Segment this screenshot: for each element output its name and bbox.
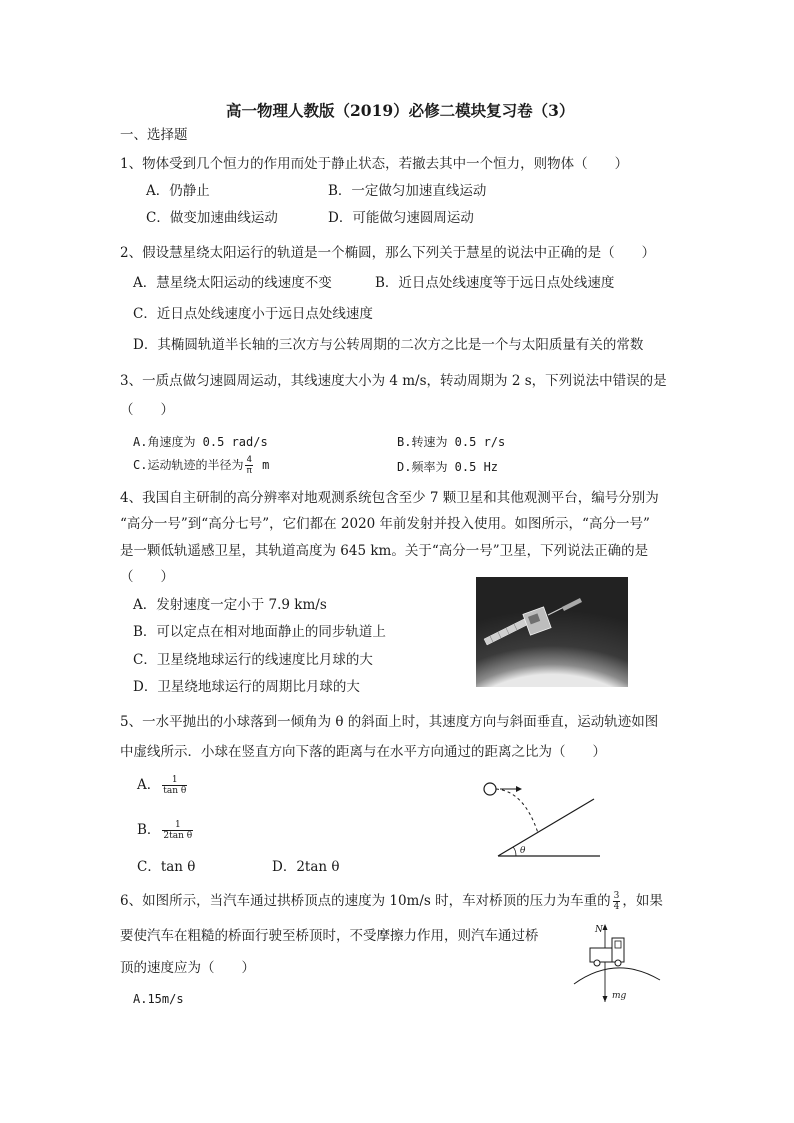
q5-option-c: C．tan θ <box>137 859 196 875</box>
q2-option-a: A．慧星绕太阳运动的线速度不变 <box>133 275 332 291</box>
q5-option-b-label: B． <box>137 822 161 838</box>
q6-option-a: A.15m/s <box>133 992 184 1006</box>
q4-option-a: A．发射速度一定小于 7.9 km/s <box>133 597 327 613</box>
q5-option-b-fraction <box>162 820 193 841</box>
fraction-denominator: 2tan θ <box>163 831 193 841</box>
q4-stem-line2: “高分一号”到“高分七号”，它们都在 2020 年前发射并投入使用。如图所示，“高分一号” <box>120 516 650 532</box>
incline-surface <box>498 799 594 856</box>
trajectory-dashed-line <box>496 789 538 833</box>
q5-stem-line2: 中虚线所示．小球在竖直方向下落的距离与在水平方向通过的距离之比为（ ） <box>120 744 606 760</box>
q4-option-b: B．可以定点在相对地面静止的同步轨道上 <box>133 624 386 640</box>
q3-option-c-unit: m <box>254 458 270 472</box>
q6-stem-line2: 要使汽车在粗糙的桥面行驶至桥顶时，不受摩擦力作用，则汽车通过桥 <box>120 928 539 944</box>
fraction-denominator: 4 <box>613 902 620 912</box>
normal-force-label: N <box>595 925 603 935</box>
fraction-numerator: 3 <box>613 891 620 901</box>
fraction-numerator: 1 <box>162 775 187 786</box>
q1-option-d: D．可能做匀速圆周运动 <box>328 210 474 226</box>
gravity-label: mg <box>612 991 627 1001</box>
q3-option-c-fraction <box>245 455 252 476</box>
angle-arc <box>513 847 516 856</box>
q2-stem: 2、假设慧星绕太阳运行的轨道是一个椭圆，那么下列关于慧星的说法中正确的是（ ） <box>120 245 656 261</box>
q2-option-c: C．近日点处线速度小于远日点处线速度 <box>133 306 373 322</box>
incline-projectile-diagram <box>476 777 604 861</box>
q4-stem-line1: 4、我国自主研制的高分辨率对地观测系统包含至少 7 颗卫星和其他观测平台，编号分别为 <box>120 490 659 506</box>
q3-option-c-label: C.运动轨迹的半径为 <box>133 458 244 472</box>
q4-option-d: D．卫星绕地球运行的周期比月球的大 <box>133 679 360 695</box>
q5-option-a-label: A． <box>137 777 161 793</box>
q6-stem-line1-tail: ，如果 <box>622 893 663 909</box>
q3-option-a: A.角速度为 0.5 rad/s <box>133 435 268 449</box>
truck-icon <box>590 938 624 966</box>
q3-stem-line1: 3、一质点做匀速圆周运动，其线速度大小为 4 m/s，转动周期为 2 s，下列说法中错误的是 <box>120 373 667 389</box>
q4-stem-line4: （ ） <box>120 569 174 585</box>
q6-fraction <box>613 891 621 912</box>
section-heading: 一、选择题 <box>120 127 188 143</box>
q1-option-b: B．一定做匀加速直线运动 <box>328 183 487 199</box>
q1-option-a: A．仍静止 <box>146 183 210 199</box>
q6-stem-line1 <box>120 891 663 912</box>
q5-option-a-fraction <box>162 775 187 796</box>
q1-option-c: C．做变加速曲线运动 <box>146 210 278 226</box>
theta-label: θ <box>520 846 526 856</box>
fraction-numerator: 4 <box>246 455 252 465</box>
q5-option-d: D．2tan θ <box>272 859 340 875</box>
q6-stem-line3: 顶的速度应为（ ） <box>120 960 255 976</box>
normal-force-arrowhead-icon <box>603 924 608 930</box>
q2-option-b: B．近日点处线速度等于远日点处线速度 <box>375 275 615 291</box>
q6-stem-line1-text: 6、如图所示，当汽车通过拱桥顶点的速度为 10m/s 时，车对桥顶的压力为车重的 <box>120 893 611 909</box>
q3-option-b: B.转速为 0.5 r/s <box>397 435 506 449</box>
bridge-car-diagram <box>568 918 664 1002</box>
q5-option-b <box>137 820 195 841</box>
arrowhead-icon <box>516 786 522 792</box>
q4-stem-line3: 是一颗低轨遥感卫星，其轨道高度为 645 km。关于“高分一号”卫星，下列说法正确的是 <box>120 543 649 559</box>
fraction-denominator: π <box>246 466 252 476</box>
q3-stem-line2: （ ） <box>120 402 174 418</box>
q1-stem: 1、物体受到几个恒力的作用而处于静止状态，若撤去其中一个恒力，则物体（ ） <box>120 156 629 172</box>
fraction-numerator: 1 <box>162 820 193 831</box>
q3-option-c <box>133 455 269 476</box>
arch-bridge-curve <box>574 968 660 984</box>
q2-option-d: D．其椭圆轨道半长轴的三次方与公转周期的二次方之比是一个与太阳质量有关的常数 <box>133 337 644 353</box>
gravity-arrowhead-icon <box>603 996 608 1002</box>
q5-option-a <box>137 775 189 796</box>
q4-option-c: C．卫星绕地球运行的线速度比月球的大 <box>133 652 373 668</box>
page-title: 高一物理人教版（2019）必修二模块复习卷（3） <box>226 101 575 120</box>
ball-icon <box>484 783 496 795</box>
q5-stem-line1: 5、一水平抛出的小球落到一倾角为 θ 的斜面上时，其速度方向与斜面垂直，运动轨迹如图 <box>120 714 659 730</box>
q3-option-d: D.频率为 0.5 Hz <box>397 460 499 474</box>
satellite-image <box>476 577 628 687</box>
fraction-denominator: tan θ <box>163 786 187 796</box>
